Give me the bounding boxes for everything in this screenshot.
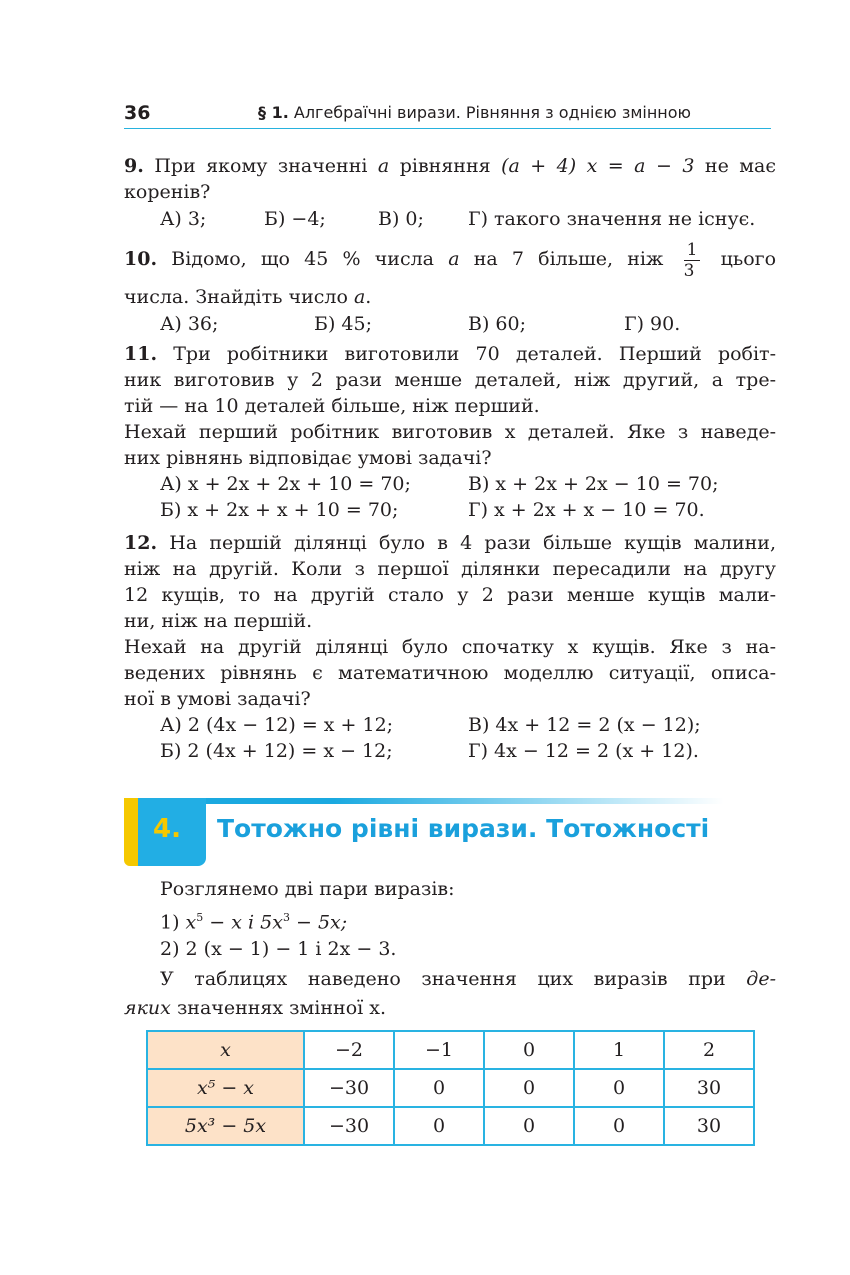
running-title bbox=[258, 103, 691, 122]
problem-12-line-7: ної в умові задачі? bbox=[124, 688, 311, 710]
table-intro-line-2 bbox=[124, 995, 776, 1021]
variable: x bbox=[185, 911, 197, 934]
problem-12-line-4: ни, ніж на першій. bbox=[124, 610, 313, 632]
problem-12-line-6: ведених рівнянь є математичною моделлю ситуації, описа- bbox=[124, 662, 776, 684]
problem-text: Відомо, що 45 % числа bbox=[171, 248, 434, 270]
table-cell: 2 bbox=[664, 1031, 754, 1069]
problem-text: цього bbox=[720, 248, 777, 270]
problem-text: не має bbox=[704, 155, 777, 177]
fraction bbox=[684, 240, 701, 281]
table-cell: −2 bbox=[304, 1031, 394, 1069]
table-cell: 0 bbox=[394, 1069, 484, 1107]
option: Б) x + 2x + x + 10 = 70; bbox=[160, 499, 399, 521]
section-title: Тотожно рівні вирази. Тотожності bbox=[217, 814, 710, 843]
problem-text: Три робітники виготовили 70 деталей. Перший робіт- bbox=[173, 343, 776, 365]
option: Б) 2 (4x + 12) = x − 12; bbox=[160, 740, 393, 762]
expression: − x і 5x bbox=[203, 911, 283, 934]
problem-number: 12. bbox=[124, 532, 158, 554]
body-text: значеннях змінної x. bbox=[176, 997, 387, 1019]
problem-11-line-5: них рівнянь відповідає умові задачі? bbox=[124, 447, 492, 469]
problem-number: 9. bbox=[124, 155, 144, 177]
option: В) 0; bbox=[378, 208, 424, 230]
option: Г) x + 2x + x − 10 = 70. bbox=[468, 499, 705, 521]
problem-text: числа. Знайдіть число bbox=[124, 286, 348, 308]
emphasis: де- bbox=[746, 968, 776, 990]
section-heading-bar bbox=[124, 798, 724, 804]
problem-text: на 7 більше, ніж bbox=[473, 248, 664, 270]
table-cell: 0 bbox=[394, 1107, 484, 1145]
table-row bbox=[147, 1107, 754, 1145]
fraction-numerator: 1 bbox=[684, 240, 701, 261]
punctuation: . bbox=[365, 286, 372, 308]
section-title-text: Алгебраїчні вирази. Рівняння з однією змінною bbox=[293, 103, 692, 122]
body-text: У таблицях наведено значення цих виразів при bbox=[160, 968, 726, 990]
expression-pair-1 bbox=[160, 905, 776, 935]
page-header bbox=[124, 98, 771, 129]
section-mark: § 1. bbox=[258, 103, 289, 122]
table-cell: 0 bbox=[574, 1107, 664, 1145]
option: Г) 90. bbox=[624, 313, 681, 335]
intro-text: Розглянемо дві пари виразів: bbox=[160, 878, 455, 900]
option: Б) 45; bbox=[314, 313, 372, 335]
option: В) x + 2x + 2x − 10 = 70; bbox=[468, 473, 719, 495]
problem-text: рівняння bbox=[399, 155, 491, 177]
exponent: 5 bbox=[196, 911, 204, 924]
expression-pair-2: 2) 2 (x − 1) − 1 і 2x − 3. bbox=[160, 938, 397, 960]
fraction-denominator: 3 bbox=[683, 260, 695, 281]
option: А) 3; bbox=[160, 208, 207, 230]
list-marker: 1) bbox=[160, 911, 186, 934]
problem-number: 10. bbox=[124, 248, 158, 270]
table-cell: 0 bbox=[574, 1069, 664, 1107]
problem-12-line-2: ніж на другій. Коли з першої ділянки пересадили на другу bbox=[124, 558, 776, 580]
emphasis: яких bbox=[124, 997, 171, 1019]
page-number: 36 bbox=[124, 102, 151, 124]
option: В) 4x + 12 = 2 (x − 12); bbox=[468, 714, 701, 736]
table-cell: 0 bbox=[484, 1031, 574, 1069]
problem-9-line-2: коренів? bbox=[124, 181, 211, 203]
problem-10-line-2 bbox=[124, 284, 776, 310]
table-cell: 30 bbox=[664, 1069, 754, 1107]
exponent: 3 bbox=[282, 911, 290, 924]
row-header: 5x³ − 5x bbox=[147, 1107, 304, 1145]
option: А) 36; bbox=[160, 313, 219, 335]
variable: a bbox=[377, 155, 390, 177]
problem-12-line-1 bbox=[124, 530, 776, 556]
table-cell: 1 bbox=[574, 1031, 664, 1069]
problem-11-line-3: тій — на 10 деталей більше, ніж перший. bbox=[124, 395, 540, 417]
problem-text: При якому значенні bbox=[154, 155, 368, 177]
expression: − 5x; bbox=[289, 911, 348, 934]
option: В) 60; bbox=[468, 313, 526, 335]
option: Б) −4; bbox=[264, 208, 326, 230]
problem-11-line-4: Нехай перший робітник виготовив x деталей. Яке з наведе- bbox=[124, 421, 776, 443]
table-row bbox=[147, 1031, 754, 1069]
section-number: 4. bbox=[153, 814, 181, 844]
table-cell: −30 bbox=[304, 1107, 394, 1145]
problem-11-line-2: ник виготовив у 2 рази менше деталей, ніж другий, а тре- bbox=[124, 369, 776, 391]
row-header: x bbox=[147, 1031, 304, 1069]
table-cell: −1 bbox=[394, 1031, 484, 1069]
option: А) 2 (4x − 12) = x + 12; bbox=[160, 714, 394, 736]
option: Г) такого значення не існує. bbox=[468, 208, 756, 230]
problem-number: 11. bbox=[124, 343, 158, 365]
table-intro-line-1 bbox=[160, 966, 776, 992]
table-cell: 0 bbox=[484, 1107, 574, 1145]
problem-12-line-5: Нехай на другій ділянці було спочатку x кущів. Яке з на- bbox=[124, 636, 776, 658]
variable: a bbox=[353, 286, 366, 308]
table-row bbox=[147, 1069, 754, 1107]
option: А) x + 2x + 2x + 10 = 70; bbox=[160, 473, 411, 495]
equation: (a + 4) x = a − 3 bbox=[501, 155, 695, 177]
table-cell: 0 bbox=[484, 1069, 574, 1107]
problem-10-line-1 bbox=[124, 234, 776, 284]
problem-11-line-1 bbox=[124, 341, 776, 367]
problem-text: На першій ділянці було в 4 рази більше кущів малини, bbox=[169, 532, 776, 554]
option: Г) 4x − 12 = 2 (x + 12). bbox=[468, 740, 699, 762]
problem-12-line-3: 12 кущів, то на другій стало у 2 рази менше кущів мали- bbox=[124, 584, 776, 606]
table-cell: −30 bbox=[304, 1069, 394, 1107]
problem-9-line-1 bbox=[124, 153, 776, 179]
row-header: x⁵ − x bbox=[147, 1069, 304, 1107]
values-table bbox=[146, 1030, 755, 1146]
section-heading-accent bbox=[124, 798, 138, 866]
table-cell: 30 bbox=[664, 1107, 754, 1145]
variable: a bbox=[448, 248, 460, 270]
